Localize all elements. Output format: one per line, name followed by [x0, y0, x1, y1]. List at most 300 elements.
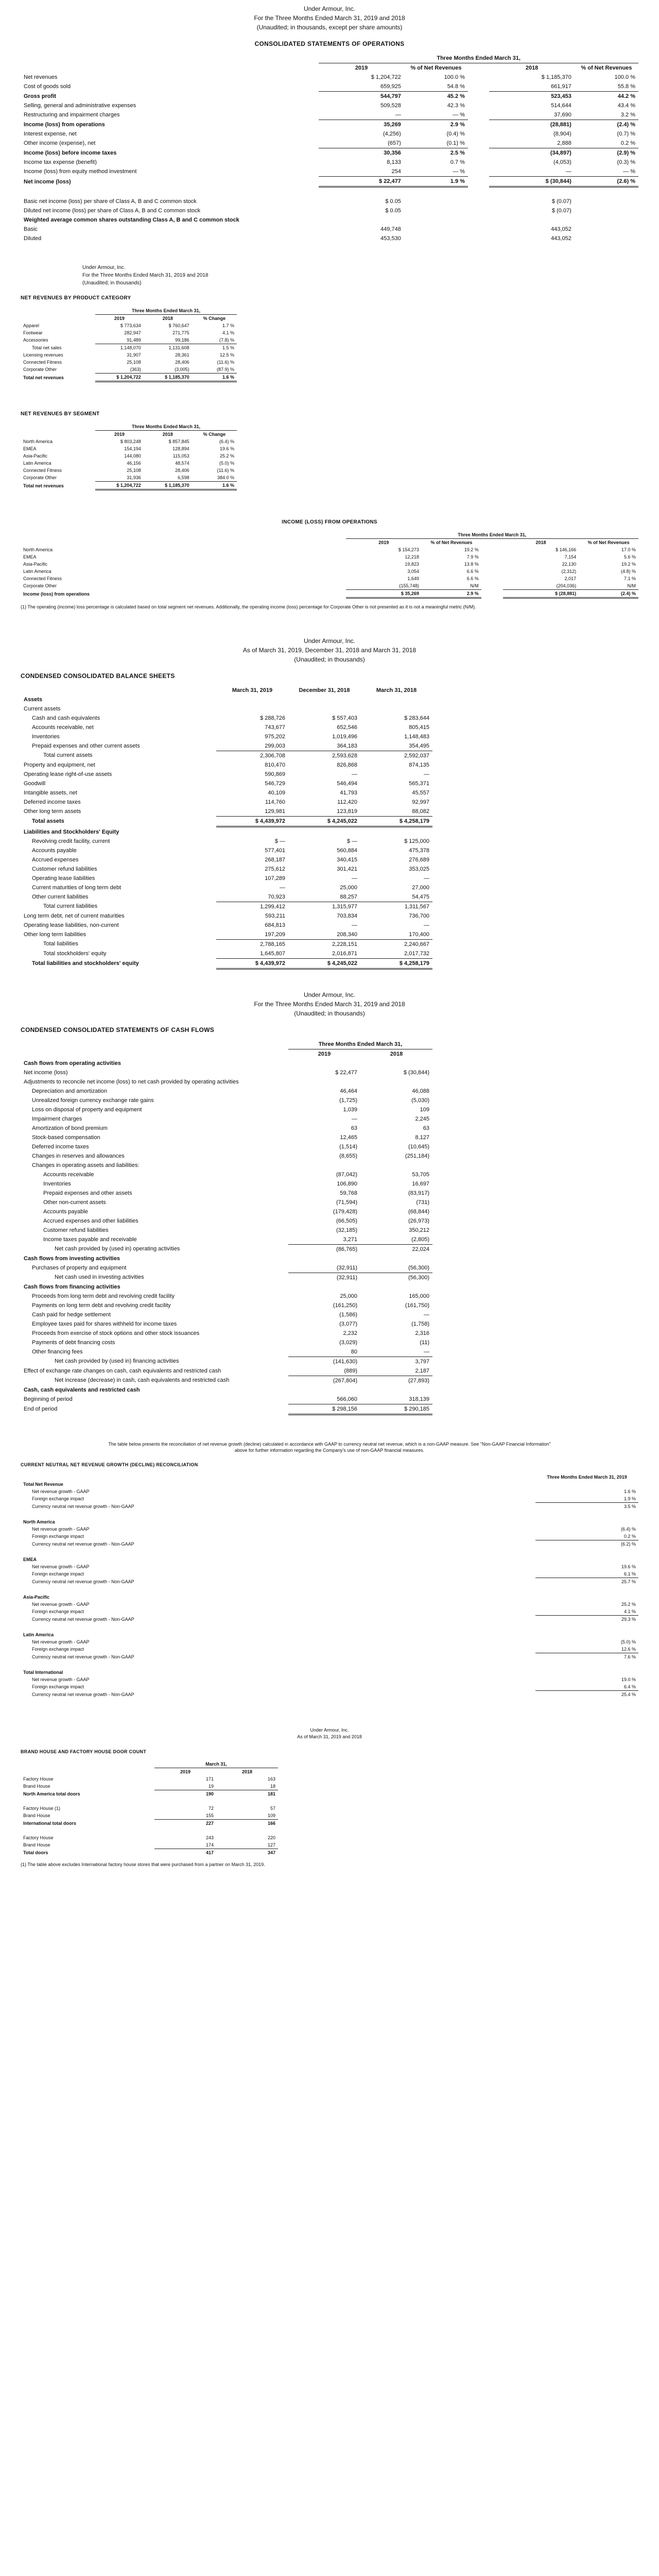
recon-group-head-row	[21, 1556, 638, 1563]
bs-cell: 810,470	[265, 761, 285, 768]
opseg-cell: 19,823	[405, 562, 419, 567]
stores-cell: 171	[205, 1776, 214, 1782]
bs-total-label: Total stockholders' equity	[43, 950, 107, 957]
ops-cell: —	[489, 167, 575, 177]
cf-cell: (87,042)	[336, 1171, 357, 1178]
bs-cell: 70,923	[216, 892, 288, 902]
bs-cell: 1,148,483	[404, 733, 429, 740]
bs-total-cell: $ 4,439,972	[216, 816, 288, 826]
opseg-cell: 7,154	[564, 554, 577, 560]
cf-row-label: Other financing fees	[32, 1348, 83, 1355]
shares-row	[21, 225, 638, 234]
cf-cell: 80	[288, 1347, 360, 1357]
cf-cell: (5,030)	[411, 1097, 429, 1104]
spacer-cell	[404, 206, 468, 215]
ops-cell: 2.5 %	[450, 150, 465, 156]
recon-row-label: Currency neutral net revenue growth - Non-GAAP	[32, 1654, 134, 1659]
recon-row-label: Net revenue growth - GAAP	[32, 1526, 90, 1532]
bs-total-row	[21, 902, 432, 911]
cf-row	[21, 1077, 432, 1087]
cf-row	[21, 1347, 432, 1357]
cf-row-label: Customer refund liabilities	[43, 1227, 109, 1233]
seg-col-2018: 2018	[162, 432, 173, 437]
cat-header	[21, 264, 638, 287]
spacer-cell	[468, 234, 489, 243]
stores-row	[21, 1841, 278, 1849]
bs-cell: $ 283,644	[404, 715, 429, 721]
spacer-cell	[468, 120, 489, 130]
ops-row-label: Net revenues	[24, 74, 58, 80]
recon-row	[21, 1676, 638, 1683]
spacer-row	[21, 1510, 638, 1518]
ops-title: CONSOLIDATED STATEMENTS OF OPERATIONS	[254, 40, 405, 47]
cf-row	[21, 1124, 432, 1133]
bs-cell: 123,819	[288, 807, 360, 817]
cat-row-label: Connected Fitness	[23, 360, 62, 365]
bs-company: Under Armour, Inc.	[303, 637, 356, 645]
shares-label: Basic	[24, 226, 38, 232]
bs-row-label: Operating lease liabilities	[32, 875, 95, 882]
bs-total-cell: $ 4,245,022	[288, 816, 360, 826]
stores-cell: 166	[267, 1820, 275, 1826]
seg-cell: 31,936	[95, 474, 144, 482]
opseg-cell: 6.6 %	[466, 576, 479, 581]
opseg-cell: 2,017	[564, 576, 577, 581]
seg-cell: 1.6 %	[192, 482, 237, 490]
stores-row	[21, 1819, 278, 1827]
recon-row-value: 4.1 %	[535, 1608, 638, 1616]
bs-row	[21, 930, 432, 940]
spacer-cell	[481, 582, 503, 590]
recon-group-head-row	[21, 1481, 638, 1488]
cf-cell: (32,185)	[336, 1227, 357, 1233]
eps-2019: $ 0.05	[385, 208, 401, 214]
stores-row	[21, 1798, 278, 1805]
seg-row	[21, 474, 237, 482]
eps-label: Basic net income (loss) per share of Class A, B and C common stock	[24, 198, 197, 205]
bs-cell: 805,415	[409, 724, 429, 731]
opseg-row-label: Asia-Pacific	[23, 562, 48, 567]
bs-total-cell: 1,645,807	[216, 949, 288, 959]
cf-cell: (83,917)	[408, 1190, 429, 1196]
ops-col-2019: 2019	[355, 65, 368, 71]
bs-cell: 826,868	[337, 761, 357, 768]
bs-cell: 975,202	[265, 733, 285, 740]
cf-row-label: Changes in reserves and allowances	[32, 1153, 125, 1159]
recon-row-value: 25.7 %	[535, 1578, 638, 1585]
ops-unaudited: (Unaudited; in thousands, except per share amounts)	[256, 24, 403, 31]
cf-row	[21, 1282, 432, 1292]
cf-cell: (8,655)	[339, 1153, 357, 1159]
recon-row-label: Net revenue growth - GAAP	[32, 1488, 90, 1494]
cat-cell: 1,148,070	[120, 345, 141, 350]
cf-cell: 12,465	[340, 1134, 357, 1141]
bs-cell: 546,729	[265, 780, 285, 787]
ops-cell: (8,904)	[553, 131, 571, 137]
bs-total-cell: 2,592,037	[404, 752, 429, 759]
ops-cell: 0.2 %	[575, 139, 638, 148]
recon-row-value: 25.2 %	[621, 1601, 636, 1607]
bs-cell: $ 288,726	[260, 715, 285, 721]
ops-row	[21, 129, 638, 139]
bs-total-cell: 1,315,977	[332, 903, 357, 910]
stores-cell: 19	[154, 1783, 216, 1790]
spacer-cell	[468, 148, 489, 158]
recon-row-value: 6.1 %	[535, 1570, 638, 1578]
bs-cell: 268,187	[265, 856, 285, 863]
recon-col-group: Three Months Ended March 31, 2019	[547, 1474, 627, 1480]
stores-row-label: North America total doors	[23, 1791, 80, 1797]
bs-total-row	[21, 949, 432, 959]
recon-group-head-row	[21, 1518, 638, 1526]
cf-cell	[360, 1077, 432, 1087]
ops-col-2018-pct: % of Net Revenues	[581, 65, 632, 71]
bs-assets-head: Assets	[24, 696, 43, 703]
ops-row-label: Restructuring and impairment charges	[24, 112, 120, 118]
cf-row	[21, 1216, 432, 1226]
segment-table	[21, 423, 237, 490]
eps-row	[21, 206, 638, 215]
ops-row-label: Net income (loss)	[24, 178, 71, 185]
bs-cell: 577,401	[265, 847, 285, 854]
bs-total-cell: $ 4,258,179	[360, 816, 432, 826]
stores-row	[21, 1790, 278, 1798]
bs-total-cell: 2,016,871	[288, 949, 360, 959]
company-name: Under Armour, Inc.	[303, 5, 356, 12]
stores-row	[21, 1805, 278, 1812]
bs-row	[21, 855, 432, 865]
stores-row-label: Brand House	[23, 1784, 50, 1789]
recon-row-label: Foreign exchange impact	[32, 1534, 84, 1539]
cf-cell: —	[424, 1311, 429, 1318]
cf-cell: 2,187	[360, 1366, 432, 1376]
bs-liab-head-row	[21, 826, 432, 837]
spacer-cell	[481, 553, 503, 561]
stores-row-label: Brand House	[23, 1813, 50, 1819]
bs-cell: 590,869	[265, 771, 285, 777]
stores-cell: 243	[205, 1835, 214, 1840]
recon-row	[21, 1495, 638, 1503]
stores-header	[21, 1727, 638, 1741]
ops-col-group: Three Months Ended March 31,	[319, 54, 638, 63]
cf-cell: 63	[423, 1125, 429, 1131]
ops-cell: — %	[575, 167, 638, 177]
stores-cell: 57	[270, 1805, 275, 1811]
cf-row	[21, 1207, 432, 1216]
cat-cell: 25,108	[127, 360, 141, 365]
stores-cell: 72	[208, 1805, 214, 1811]
ops-row-label: Income (loss) before income taxes	[24, 149, 117, 156]
opseg-row-label: Corporate Other	[23, 583, 57, 589]
bs-total-cell: 2,788,165	[260, 941, 285, 947]
opseg-cell: 22,130	[562, 562, 577, 567]
spacer-cell	[468, 225, 489, 234]
eps-2018: $ (0.07)	[551, 198, 571, 205]
cat-cell: (11.6) %	[217, 360, 234, 365]
bs-total-row	[21, 751, 432, 760]
recon-group-head-row	[21, 1594, 638, 1601]
recon-row	[21, 1488, 638, 1495]
cat-cell: 28,361	[175, 352, 189, 358]
bs-total-cell: 2,306,708	[260, 752, 285, 759]
cat-cell: 91,489	[95, 336, 144, 344]
opseg-cell: (4.8) %	[620, 569, 636, 574]
bs-row-label: Accrued expenses	[32, 856, 79, 863]
cf-row-label: Inventories	[43, 1180, 71, 1187]
bs-col-mar-2018: March 31, 2018	[376, 687, 417, 693]
ops-header	[21, 0, 638, 32]
cat-company: Under Armour, Inc.	[82, 265, 126, 270]
recon-row	[21, 1601, 638, 1608]
seg-row	[21, 482, 237, 490]
opseg-cell: 7.9 %	[466, 554, 479, 560]
cf-row	[21, 1301, 432, 1310]
ops-cell: 2,888	[489, 139, 575, 148]
stores-company: Under Armour, Inc.	[310, 1727, 349, 1733]
seg-row	[21, 445, 237, 452]
cf-row-label: Prepaid expenses and other assets	[43, 1190, 132, 1196]
cf-row	[21, 1096, 432, 1105]
cat-row-label: Licensing revenues	[23, 352, 63, 358]
stores-cell: 220	[267, 1835, 275, 1840]
cf-cell: $ 290,185	[360, 1404, 432, 1414]
cf-cell: (10,645)	[408, 1143, 429, 1150]
stores-title: BRAND HOUSE AND FACTORY HOUSE DOOR COUNT	[21, 1749, 147, 1754]
cf-row	[21, 1319, 432, 1329]
cat-col-2019: 2019	[114, 316, 125, 321]
cf-cell: (27,893)	[408, 1377, 429, 1384]
cf-cell: 63	[351, 1125, 357, 1131]
stores-table	[21, 1760, 278, 1856]
opseg-cell: 1,649	[407, 576, 419, 581]
stores-cell: 155	[154, 1812, 216, 1820]
spacer-cell	[404, 197, 468, 206]
opseg-cell: $ 146,166	[556, 547, 577, 552]
recon-row-value: 6.4 %	[535, 1683, 638, 1691]
cf-row-label: Amortization of bond premium	[32, 1125, 108, 1131]
ops-row-label: Income tax expense (benefit)	[24, 159, 97, 165]
opseg-cell: 3,054	[407, 569, 419, 574]
balance-sheet-table	[21, 686, 432, 970]
recon-row-value: (5.0) %	[620, 1639, 636, 1645]
cf-row-label: Cash flows from financing activities	[24, 1283, 120, 1290]
bs-cell: $ —	[346, 838, 357, 844]
cf-unaudited: (Unaudited; in thousands)	[294, 1009, 365, 1017]
cf-cell	[360, 1059, 432, 1068]
cat-row	[21, 366, 237, 374]
ops-row	[21, 73, 638, 82]
recon-intro: The table below presents the reconciliation of net revenue growth (decline) calculated in accordance with GAAP to currency neutral net revenue, which is a non-GAAP measure. See "Non-GAAP Financial Information" above for further information regarding the Company's use of non-GAAP financial measures.	[108, 1441, 551, 1453]
bs-cell: 112,420	[337, 799, 357, 805]
cf-col-2018: 2018	[390, 1050, 403, 1057]
bs-total-label: Total current assets	[43, 752, 93, 759]
bs-row-label: Revolving credit facility, current	[32, 838, 110, 844]
cf-row-label: Accounts payable	[43, 1208, 88, 1215]
cf-cell: 59,768	[340, 1190, 357, 1196]
spacer-cell	[21, 187, 638, 197]
opseg-cell: $ 35,269	[346, 590, 422, 598]
bs-cell: 129,981	[216, 807, 288, 817]
opseg-row	[21, 568, 638, 575]
cf-row	[21, 1114, 432, 1124]
seg-cell: 19.6 %	[219, 446, 234, 451]
bs-row	[21, 846, 432, 855]
ops-row	[21, 101, 638, 110]
bs-row	[21, 807, 432, 817]
cf-cell	[360, 1254, 432, 1263]
spacer-cell	[468, 206, 489, 215]
cf-row-label: Cash paid for hedge settlement	[32, 1311, 111, 1318]
cf-row-label: Accrued expenses and other liabilities	[43, 1217, 138, 1224]
bs-cell: 703,834	[337, 912, 357, 919]
bs-row-label: Long term debt, net of current maturities	[24, 912, 125, 919]
seg-cell: (5.0) %	[219, 461, 234, 466]
opseg-row	[21, 561, 638, 568]
bs-row	[21, 883, 432, 892]
opseg-footnote: (1) The operating (income) loss percentage is calculated based on total segment net revenues. Additionally, the operating income (loss) percentage for Corporate Other is not presented as it is not a meaningful metric (N/M).	[21, 604, 476, 609]
spacer-cell	[21, 1623, 638, 1631]
recon-group-head: Latin America	[23, 1632, 54, 1637]
bs-total-label: Total liabilities	[43, 941, 78, 947]
recon-group-head: Total International	[23, 1669, 63, 1675]
bs-row-label: Prepaid expenses and other current assets	[32, 742, 140, 749]
bs-cell: 364,183	[288, 741, 360, 751]
bs-total-cell: 2,593,628	[332, 752, 357, 759]
cf-cell: (1,725)	[339, 1097, 357, 1104]
spacer-cell	[481, 590, 503, 598]
spacer-cell	[481, 568, 503, 575]
cat-cell: 282,947	[124, 330, 141, 335]
seg-cell: 28,406	[175, 468, 189, 473]
bs-cell: 652,546	[337, 724, 357, 731]
cat-row	[21, 374, 237, 382]
cf-row	[21, 1198, 432, 1207]
cat-row	[21, 344, 237, 352]
cat-cell: (87.9) %	[192, 366, 237, 374]
spacer-row	[21, 1585, 638, 1594]
stores-cell: 163	[267, 1776, 275, 1782]
cf-cell: (66,505)	[336, 1217, 357, 1224]
recon-row-value: 12.6 %	[535, 1646, 638, 1653]
spacer-cell	[468, 110, 489, 120]
cf-row	[21, 1263, 432, 1273]
eps-row	[21, 197, 638, 206]
spacer-cell	[575, 197, 638, 206]
cf-row	[21, 1254, 432, 1263]
bs-row	[21, 788, 432, 798]
bs-cell: 340,415	[337, 856, 357, 863]
recon-row-value: 25.4 %	[535, 1690, 638, 1698]
seg-cell: $ 1,185,370	[144, 482, 192, 490]
cf-row	[21, 1385, 432, 1395]
bs-row-label: Accounts receivable, net	[32, 724, 94, 731]
bs-row	[21, 741, 432, 751]
bs-header	[21, 636, 638, 664]
cf-cell: 53,705	[412, 1171, 429, 1178]
cat-row	[21, 322, 237, 329]
opseg-cell: 5.6 %	[623, 554, 636, 560]
cat-cell: $ 773,634	[120, 323, 141, 328]
stores-footnote: (1) The table above excludes International factory house stores that were purchased from a partner on March 31, 2019.	[21, 1861, 265, 1867]
spacer-cell	[575, 234, 638, 243]
ops-cell: (2.6) %	[575, 177, 638, 187]
opseg-cell: N/M	[422, 582, 481, 590]
cat-row	[21, 336, 237, 344]
cf-col-group: Three Months Ended March 31,	[288, 1040, 432, 1049]
cf-cell	[288, 1385, 360, 1395]
seg-cell: $ 857,845	[168, 439, 189, 444]
bs-total-label: Total liabilities and stockholders' equity	[32, 960, 139, 967]
cf-row	[21, 1170, 432, 1179]
ops-cell: (0.4) %	[446, 131, 465, 137]
seg-col-change: % Change	[203, 432, 226, 437]
recon-group-head-row	[21, 1631, 638, 1638]
cf-row	[21, 1292, 432, 1301]
cf-row-label: Loss on disposal of property and equipment	[32, 1106, 142, 1113]
cat-cell: 31,907	[127, 352, 141, 358]
recon-row-label: Foreign exchange impact	[32, 1571, 84, 1577]
stores-cell: 18	[216, 1783, 278, 1790]
seg-cell: 144,080	[124, 453, 141, 459]
bs-date: As of March 31, 2019, December 31, 2018 and March 31, 2018	[242, 646, 417, 654]
ops-cell: (0.7) %	[617, 131, 635, 137]
bs-total-cell: $ 4,258,179	[360, 958, 432, 969]
cf-cell: 3,797	[415, 1358, 429, 1365]
bs-cell: 353,025	[409, 866, 429, 872]
ops-row	[21, 148, 638, 158]
cf-row-label: Accounts receivable	[43, 1171, 94, 1178]
bs-row-label: Other long term liabilities	[24, 931, 86, 938]
seg-row-label: North America	[23, 439, 53, 444]
stores-row-label: International total doors	[23, 1820, 77, 1826]
ops-row-label: Income (loss) from operations	[24, 121, 105, 128]
ops-cell: (4,053)	[553, 159, 571, 165]
opseg-col-2019-pct: % of Net Revenues	[430, 540, 473, 545]
opseg-row	[21, 575, 638, 582]
bs-row	[21, 798, 432, 807]
cf-row	[21, 1161, 432, 1170]
ops-cell: 2.9 %	[450, 122, 465, 128]
stores-row-label: Factory House	[23, 1776, 54, 1782]
recon-row-value: 3.5 %	[535, 1502, 638, 1510]
opseg-cell: $ (28,881)	[503, 590, 579, 598]
cf-row	[21, 1244, 432, 1254]
opseg-cell: 2.9 %	[422, 590, 481, 598]
shares-label: Diluted	[24, 235, 42, 242]
ops-cell: 100.0 %	[444, 74, 465, 80]
opseg-cell: (155,748)	[346, 582, 422, 590]
cf-cell: 109	[420, 1106, 429, 1113]
bs-cell: —	[352, 771, 357, 777]
seg-cell: 48,574	[175, 461, 189, 466]
seg-row-label: Latin America	[23, 461, 51, 466]
bs-cell: 736,700	[409, 912, 429, 919]
cf-cell: 8,127	[415, 1134, 429, 1141]
recon-row	[21, 1540, 638, 1548]
recon-row-label: Currency neutral net revenue growth - Non-GAAP	[32, 1691, 134, 1697]
bs-row	[21, 779, 432, 788]
stores-row-label: Brand House	[23, 1842, 50, 1848]
cf-row-label: Net cash provided by (used in) operating activities	[55, 1246, 180, 1252]
cf-cell	[360, 1385, 432, 1395]
bs-cell: —	[352, 875, 357, 882]
cf-row	[21, 1404, 432, 1414]
shares-2018: 443,052	[551, 226, 571, 232]
cat-col-2018: 2018	[162, 316, 173, 321]
cat-row-label: Footwear	[23, 330, 43, 335]
recon-row-label: Net revenue growth - GAAP	[32, 1639, 90, 1645]
ops-cell: 0.7 %	[450, 159, 465, 165]
